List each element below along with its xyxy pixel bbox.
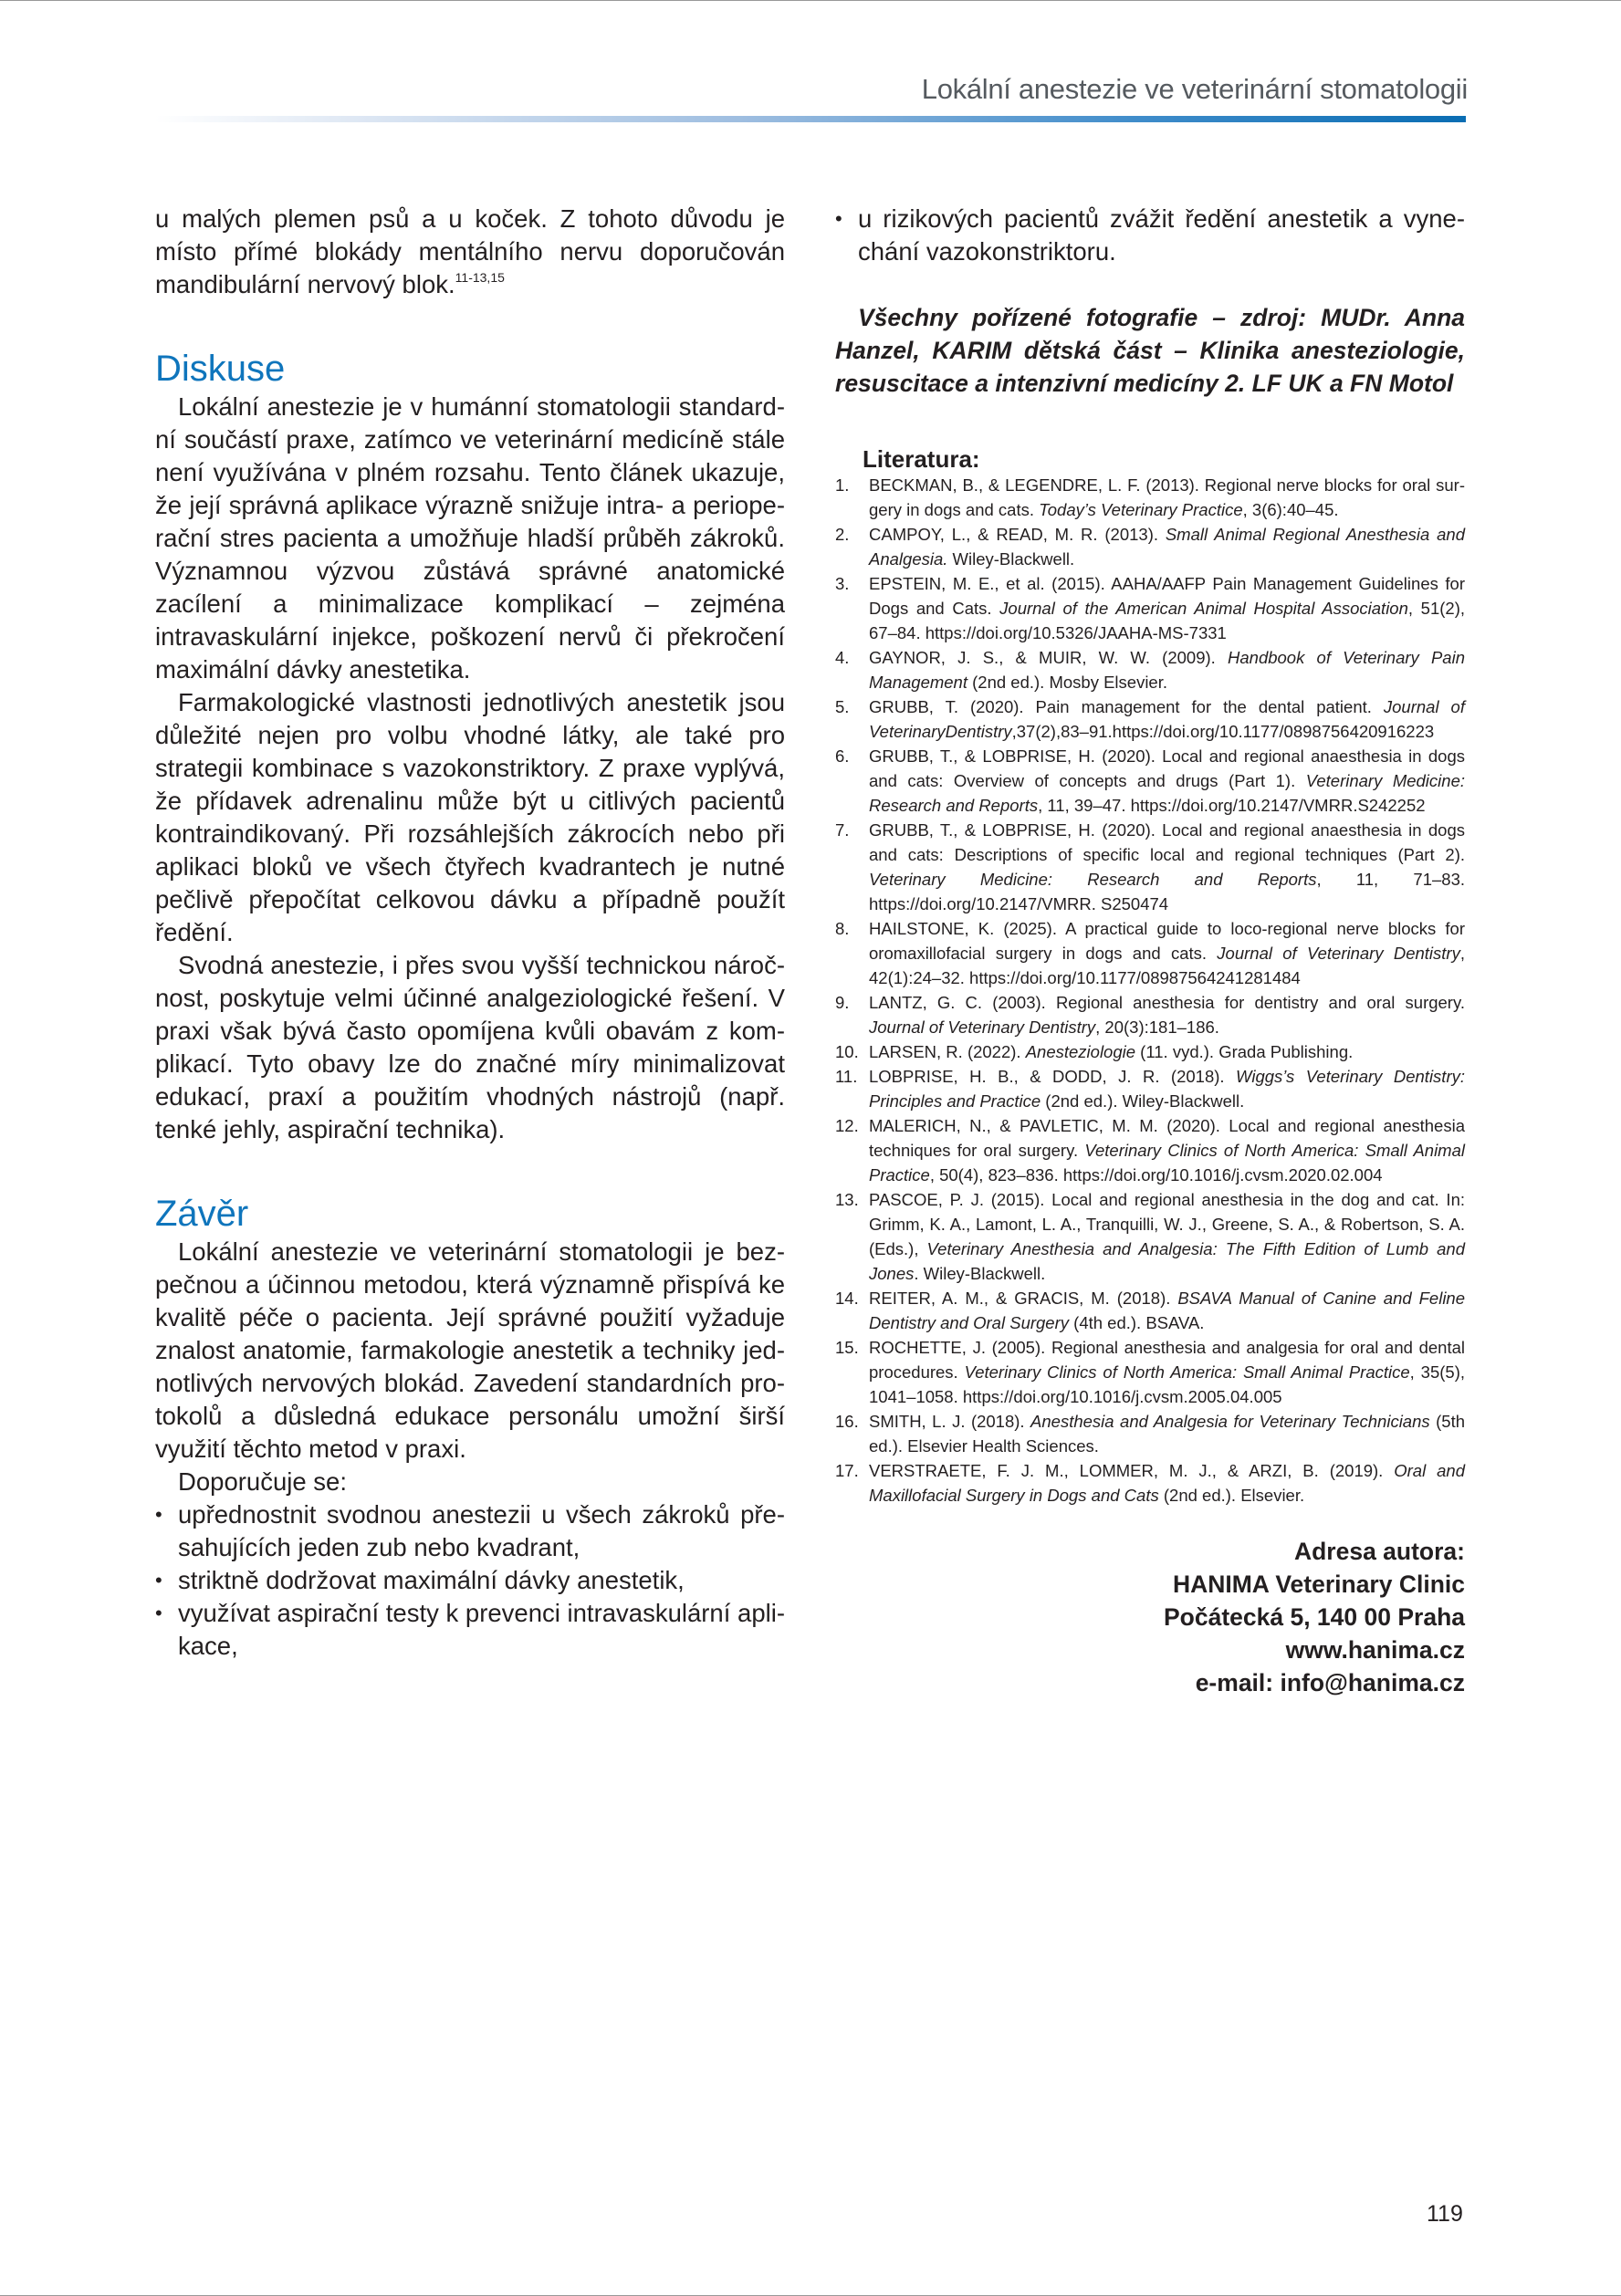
reference-text: REITER, A. M., & GRACIS, M. (2018). (869, 1289, 1178, 1308)
reference-text: LARSEN, R. (2022). (869, 1042, 1026, 1061)
reference-item (835, 916, 1465, 990)
reference-text: GAYNOR, J. S., & MUIR, W. W. (2009). (869, 648, 1228, 667)
street-address: Počátecká 5, 140 00 Praha (1163, 1603, 1465, 1631)
website-link[interactable]: www.hanima.cz (1285, 1636, 1465, 1664)
reference-number: 7. (835, 820, 850, 840)
discussion-paragraph-3: Svodná anestezie, i přes svou vyšší technickou náročnost, poskytuje velmi účinné analgeziologické řešení. V praxi však bývá často opomíjena kvůli obavám z komplikací. Tyto obavy lze do značné míry minimalizovat edukací, praxí a použitím vhodných nástrojů (např. tenké jehly, aspirační technika). (155, 951, 785, 1143)
reference-details: (5th ed.). Elsevier Health Sciences. (869, 1412, 1465, 1456)
reference-details: , 11, 39–47. https://doi.org/10.2147/VMRR.S242252 (1038, 796, 1426, 815)
reference-item (835, 694, 1465, 744)
reference-details: (11. vyd.). Grada Publishing. (1135, 1042, 1354, 1061)
reference-item (835, 1113, 1465, 1187)
list-item: • upřednostnit svodnou anestezii u všech zákroků přesahujících jeden zub nebo kvadrant, (155, 1498, 785, 1564)
recommend-intro: Doporučuje se: (178, 1467, 347, 1496)
reference-source: Veterinary Medicine: Research and Reports (869, 870, 1317, 889)
reference-item (835, 1187, 1465, 1286)
reference-details: , 42(1):24–32. https://doi.org/10.1177/08987564241281484 (869, 944, 1465, 987)
reference-details: (4th ed.). BSAVA. (1069, 1313, 1205, 1332)
reference-source: Journal of the American Animal Hospital Association (999, 599, 1408, 618)
clinic-name: HANIMA Veterinary Clinic (1172, 1571, 1465, 1598)
reference-text: ROCHETTE, J. (2005). Regional anesthesia and analgesia for oral and dental procedures. (869, 1338, 1465, 1382)
reference-number: 14. (835, 1289, 859, 1308)
reference-source: Veterinary Anesthesia and Analgesia: The Fifth Edition of Lumb and Jones (869, 1239, 1465, 1283)
reference-source: Veterinary Clinics of North America: Small Animal Practice (869, 1141, 1465, 1185)
list-item: • využívat aspirační testy k prevenci intravaskulární aplikace, (155, 1597, 785, 1663)
reference-details: (2nd ed.). Elsevier. (1158, 1486, 1305, 1505)
address-label: Adresa autora: (1293, 1538, 1465, 1565)
reference-source: Veterinary Clinics of North America: Small Animal Practice (964, 1362, 1410, 1382)
photo-credit: Všechny pořízené fotografie – zdroj: MUDr. Anna Hanzel, KARIM dětská část – Klinika anesteziologie, resuscitace a intenzivní medicíny 2. LF UK a FN Motol (835, 304, 1465, 397)
reference-details: , 35(5), 1041–1058. https://doi.org/10.1016/j.cvsm.2005.04.005 (869, 1362, 1465, 1406)
reference-source: Today’s Veterinary Practice (1039, 500, 1243, 519)
reference-item (835, 1335, 1465, 1409)
list-item: • u rizikových pacientů zvážit ředění anestetik a vynechání vazokonstriktoru. (835, 203, 1465, 268)
reference-details: , 11, 71–83. https://doi.org/10.2147/VMRR. S250474 (869, 870, 1465, 913)
reference-item (835, 1039, 1465, 1064)
reference-text: GRUBB, T. (2020). Pain management for the dental patient. (869, 697, 1384, 716)
reference-details: , 20(3):181–186. (1095, 1018, 1219, 1037)
reference-text: SMITH, L. J. (2018). (869, 1412, 1031, 1431)
reference-details: , 50(4), 823–836. https://doi.org/10.1016/j.cvsm.2020.02.004 (929, 1165, 1383, 1185)
reference-item (835, 744, 1465, 818)
intro-paragraph (155, 203, 785, 301)
reference-item (835, 1409, 1465, 1458)
right-column (835, 203, 1465, 1699)
reference-source: Journal of Veterinary Dentistry (1217, 944, 1460, 963)
reference-text: VERSTRAETE, F. J. M., LOMMER, M. J., & ARZI, B. (2019). (869, 1461, 1395, 1480)
reference-details: ,37(2),83–91.https://doi.org/10.1177/0898756420916223 (1011, 722, 1435, 741)
reference-text: CAMPOY, L., & READ, M. R. (2013). (869, 525, 1166, 544)
reference-number: 17. (835, 1461, 859, 1480)
reference-item (835, 990, 1465, 1039)
reference-source: Anesthesia and Analgesia for Veterinary Technicians (1030, 1412, 1430, 1431)
reference-number: 5. (835, 697, 850, 716)
list-item: • striktně dodržovat maximální dávky anestetik, (155, 1564, 785, 1597)
reference-source: Anesteziologie (1025, 1042, 1136, 1061)
discussion-paragraph-1: Lokální anestezie je v humánní stomatologii standardní součástí praxe, zatímco ve veterinární medicíně stále není využívána v plném rozsahu. Tento článek ukazuje, že její správná aplikace výrazně snižuje intra- a perioperační stres pacienta a umožňuje hladší průběh zákroků. Významnou výzvou zůstává správné anatomické zacílení a minimalizace komplikací – zejména intravaskulární injekce, poškození nervů či překročení maximální dávky anestetika. (155, 392, 785, 684)
reference-number: 11. (835, 1067, 858, 1086)
reference-number: 4. (835, 648, 850, 667)
intro-text: u malých plemen psů a u koček. Z tohoto důvodu je místo přímé blokády mentálního nervu doporučován mandibulární nervový blok. (155, 204, 785, 298)
reference-text: PASCOE, P. J. (2015). Local and regional anesthesia in the dog and cat. In: Grimm, K. A., Lamont, L. A., Tranquilli, W. J., Greene, S. A., & Robertson, S. A. (Eds.), (869, 1190, 1465, 1258)
reference-details: (2nd ed.). Mosby Elsevier. (967, 673, 1167, 692)
reference-source: Wiggs’s Veterinary Dentistry: Principles and Practice (869, 1067, 1465, 1111)
reference-text: HAILSTONE, K. (2025). A practical guide to loco-regional nerve blocks for oromaxillofacial surgery in dogs and cats. (869, 919, 1465, 963)
author-address (835, 1535, 1465, 1699)
reference-source: Handbook of Veterinary Pain Management (869, 648, 1465, 692)
reference-text: GRUBB, T., & LOBPRISE, H. (2020). Local and regional anaesthesia in dogs and cats: Overview of concepts and drugs (Part 1). (869, 746, 1465, 790)
reference-item (835, 1286, 1465, 1335)
reference-source: BSAVA Manual of Canine and Feline Dentistry and Oral Surgery (869, 1289, 1466, 1332)
conclusion-heading: Závěr (155, 1194, 249, 1234)
reference-number: 13. (835, 1190, 859, 1209)
reference-item (835, 522, 1465, 571)
reference-number: 3. (835, 574, 850, 593)
reference-source: Journal of VeterinaryDentistry (869, 697, 1465, 741)
reference-number: 2. (835, 525, 850, 544)
reference-text: MALERICH, N., & PAVLETIC, M. M. (2020). Local and regional anesthesia techniques for oral surgery. (869, 1116, 1465, 1160)
discussion-heading: Diskuse (155, 349, 286, 389)
reference-details: , 51(2), 67–84. https://doi.org/10.5326/JAAHA-MS-7331 (869, 599, 1465, 642)
reference-text: BECKMAN, B., & LEGENDRE, L. F. (2013). Regional nerve blocks for oral surgery in dogs and cats. (869, 475, 1465, 519)
reference-item (835, 473, 1465, 522)
conclusion-paragraph: Lokální anestezie ve veterinární stomatologii je bezpečnou a účinnou metodou, která významně přispívá ke kvalitě péče o pacienta. Její správné použití vyžaduje znalost anatomie, farmakologie anestetik a techniky jednotlivých nervových blokád. Zavedení standardních protokolů a důsledná edukace personálu umožní širší využití těchto metod v praxi. (155, 1237, 785, 1463)
reference-number: 16. (835, 1412, 859, 1431)
reference-item (835, 1458, 1465, 1508)
reference-number: 10. (835, 1042, 859, 1061)
reference-number: 1. (835, 475, 850, 495)
reference-text: LANTZ, G. C. (2003). Regional anesthesia for dentistry and oral surgery. (869, 993, 1465, 1012)
reference-source: Oral and Maxillofacial Surgery in Dogs and Cats (869, 1461, 1465, 1505)
reference-number: 15. (835, 1338, 859, 1357)
reference-item (835, 645, 1465, 694)
page-number: 119 (1427, 2201, 1463, 2227)
reference-number: 9. (835, 993, 850, 1012)
header-gradient-rule (155, 116, 1466, 122)
discussion-paragraph-2: Farmakologické vlastnosti jednotlivých anestetik jsou důležité nejen pro volbu vhodné látky, ale také pro strategii kombinace s vazokonstriktory. Z praxe vyplývá, že přídavek adrenalinu může být u citlivých pacientů kontraindikovaný. Při rozsáhlejších zákrocích nebo při aplikaci bloků ve všech čtyřech kvadrantech je nutné pečlivě přepočítat celkovou dávku a případně použít ředění. (155, 688, 785, 946)
email-link[interactable]: e-mail: info@hanima.cz (1195, 1669, 1465, 1696)
reference-details: (2nd ed.). Wiley-Blackwell. (1041, 1091, 1245, 1111)
reference-number: 12. (835, 1116, 859, 1135)
citation-superscript: 11-13,15 (455, 270, 505, 285)
recommendation-list-continued (835, 203, 1465, 268)
reference-item (835, 818, 1465, 916)
reference-details: Wiley-Blackwell. (947, 549, 1075, 569)
reference-item (835, 571, 1465, 645)
reference-text: EPSTEIN, M. E., et al. (2015). AAHA/AAFP Pain Management Guidelines for Dogs and Cats. (869, 574, 1465, 618)
reference-list (835, 473, 1465, 1508)
recommendation-list (155, 1498, 785, 1663)
reference-text: GRUBB, T., & LOBPRISE, H. (2020). Local and regional anaesthesia in dogs and cats: Descriptions of specific local and regional techniques (Part 2). (869, 820, 1465, 864)
reference-number: 8. (835, 919, 850, 938)
reference-source: Small Animal Regional Anesthesia and Analgesia. (869, 525, 1466, 569)
reference-details: . Wiley-Blackwell. (914, 1264, 1046, 1283)
reference-source: Journal of Veterinary Dentistry (869, 1018, 1096, 1037)
reference-details: , 3(6):40–45. (1242, 500, 1339, 519)
literature-heading: Literatura: (863, 445, 980, 473)
reference-item (835, 1064, 1465, 1113)
left-column (155, 203, 785, 1663)
running-title: Lokální anestezie ve veterinární stomatologii (921, 73, 1468, 105)
reference-source: Veterinary Medicine: Research and Reports (869, 771, 1465, 815)
reference-text: LOBPRISE, H. B., & DODD, J. R. (2018). (869, 1067, 1237, 1086)
reference-number: 6. (835, 746, 850, 766)
